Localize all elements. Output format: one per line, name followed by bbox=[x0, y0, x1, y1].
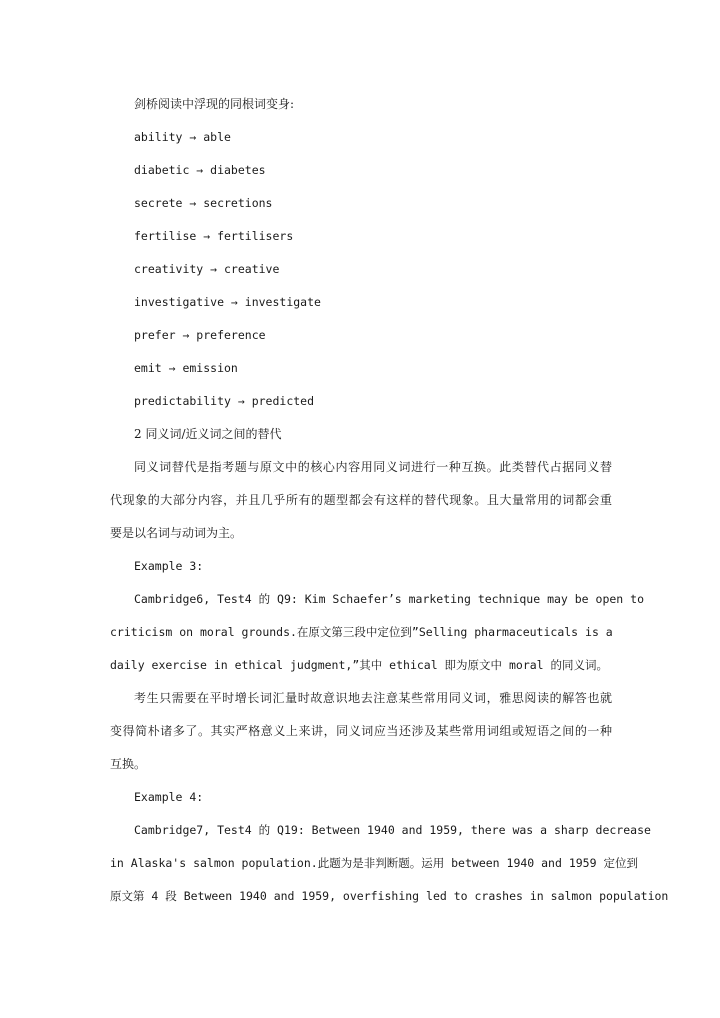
example-line: in Alaska's salmon population.此题为是非判断题。运用 between 1940 and 1959 定位到 bbox=[110, 856, 638, 870]
section-title: 2 同义词/近义词之间的替代 bbox=[134, 427, 282, 441]
word-pair: ability → able bbox=[134, 130, 231, 144]
paragraph-line: 要是以名词与动词为主。 bbox=[110, 526, 243, 540]
word-pair: prefer → preference bbox=[134, 328, 266, 342]
word-pair: emit → emission bbox=[134, 361, 238, 375]
word-pair: diabetic → diabetes bbox=[134, 163, 266, 177]
example-line: Cambridge7, Test4 的 Q19: Between 1940 and 1959, there was a sharp decrease bbox=[134, 823, 651, 837]
example-line: Cambridge6, Test4 的 Q9: Kim Schaefer’s marketing technique may be open to bbox=[134, 592, 644, 606]
word-pair: predictability → predicted bbox=[134, 394, 315, 408]
paragraph-line: 代现象的大部分内容，并且几乎所有的题型都会有这样的替代现象。且大量常用的词都会重 bbox=[110, 493, 612, 507]
example-line: 原文第 4 段 Between 1940 and 1959, overfishing led to crashes in salmon population bbox=[110, 889, 669, 903]
example-label: Example 3: bbox=[134, 559, 204, 573]
paragraph-line: 同义词替代是指考题与原文中的核心内容用同义词进行一种互换。此类替代占据同义替 bbox=[134, 460, 612, 474]
word-pair: secrete → secretions bbox=[134, 196, 273, 210]
word-pair: investigative → investigate bbox=[134, 295, 321, 309]
paragraph-line: 互换。 bbox=[110, 757, 147, 771]
word-pair: fertilise → fertilisers bbox=[134, 229, 294, 243]
example-label: Example 4: bbox=[134, 790, 204, 804]
example-line: daily exercise in ethical judgment,”其中 ethical 即为原文中 moral 的同义词。 bbox=[110, 658, 609, 672]
paragraph-line: 变得简朴诸多了。其实严格意义上来讲，同义词应当还涉及某些常用词组或短语之间的一种 bbox=[110, 724, 612, 738]
heading-cognate-words: 剑桥阅读中浮现的同根词变身: bbox=[134, 97, 295, 111]
paragraph-line: 考生只需要在平时增长词汇量时故意识地去注意某些常用同义词，雅思阅读的解答也就 bbox=[134, 691, 612, 705]
example-line: criticism on moral grounds.在原文第三段中定位到”Selling pharmaceuticals is a bbox=[110, 625, 613, 639]
word-pair: creativity → creative bbox=[134, 262, 280, 276]
